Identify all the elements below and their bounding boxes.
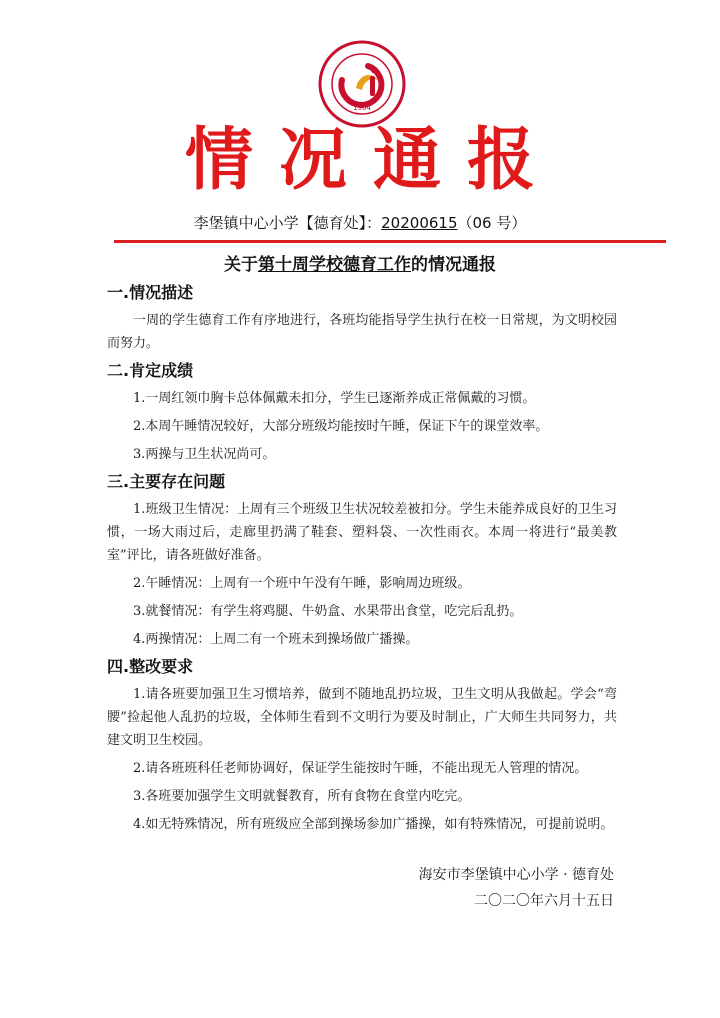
document-number xyxy=(0,212,720,233)
section-heading: 二.肯定成绩 xyxy=(107,361,194,380)
paragraph: 2.午睡情况：上周有一个班中午没有午睡，影响周边班级。 xyxy=(133,576,471,591)
document-title xyxy=(0,250,720,275)
paragraph: 2.本周午睡情况较好，大部分班级均能按时午睡，保证下午的课堂效率。 xyxy=(133,419,549,434)
title-underlined: 第十周学校德育工作 xyxy=(258,255,411,275)
doc-number-code: 20200615 xyxy=(381,214,458,232)
signature-org: 海安市李堡镇中心小学 · 德育处 xyxy=(418,867,614,883)
masthead-title: 情况通报 xyxy=(184,120,561,200)
doc-number-prefix: 李堡镇中心小学【德育处】： xyxy=(193,214,382,232)
section-problems xyxy=(107,471,617,651)
section-description xyxy=(107,282,617,355)
title-pre: 关于 xyxy=(224,255,258,275)
section-heading: 一.情况描述 xyxy=(107,283,194,302)
paragraph: 3.两操与卫生状况尚可。 xyxy=(133,447,276,462)
logo-year: 1904 xyxy=(353,104,371,112)
school-logo xyxy=(318,40,406,128)
paragraph: 1.请各班要加强卫生习惯培养，做到不随地乱扔垃圾，卫生文明从我做起。学会“弯腰”捡起他人乱扔的垃圾，全体师生看到不文明行为要及时制止，广大师生共同努力，共建文明卫生校园。 xyxy=(107,687,617,748)
title-post: 的情况通报 xyxy=(411,255,496,275)
red-divider xyxy=(114,240,666,243)
paragraph: 1.班级卫生情况：上周有三个班级卫生状况较差被扣分。学生未能养成良好的卫生习惯，一场大雨过后，走廊里扔满了鞋套、塑料袋、一次性雨衣。本周一将进行“最美教室”评比，请各班做好准备。 xyxy=(107,502,617,563)
section-rectification xyxy=(107,656,617,836)
paragraph: 3.各班要加强学生文明就餐教育，所有食物在食堂内吃完。 xyxy=(133,789,471,804)
signature-block xyxy=(419,862,614,914)
signature-date: 二〇二〇年六月十五日 xyxy=(474,893,614,909)
section-heading: 三.主要存在问题 xyxy=(107,472,226,491)
section-heading: 四.整改要求 xyxy=(107,657,194,676)
paragraph: 2.请各班班科任老师协调好，保证学生能按时午睡，不能出现无人管理的情况。 xyxy=(133,761,588,776)
doc-number-suffix: （06 号） xyxy=(457,214,527,232)
section-achievements xyxy=(107,360,617,466)
paragraph: 一周的学生德育工作有序地进行，各班均能指导学生执行在校一日常规，为文明校园而努力。 xyxy=(107,313,617,351)
document-body xyxy=(107,282,617,841)
paragraph: 4.如无特殊情况，所有班级应全部到操场参加广播操，如有特殊情况，可提前说明。 xyxy=(133,817,614,832)
paragraph: 3.就餐情况：有学生将鸡腿、牛奶盒、水果带出食堂，吃完后乱扔。 xyxy=(133,604,523,619)
paragraph: 1.一周红领巾胸卡总体佩戴未扣分，学生已逐渐养成正常佩戴的习惯。 xyxy=(133,391,536,406)
paragraph: 4.两操情况：上周二有一个班未到操场做广播操。 xyxy=(133,632,419,647)
